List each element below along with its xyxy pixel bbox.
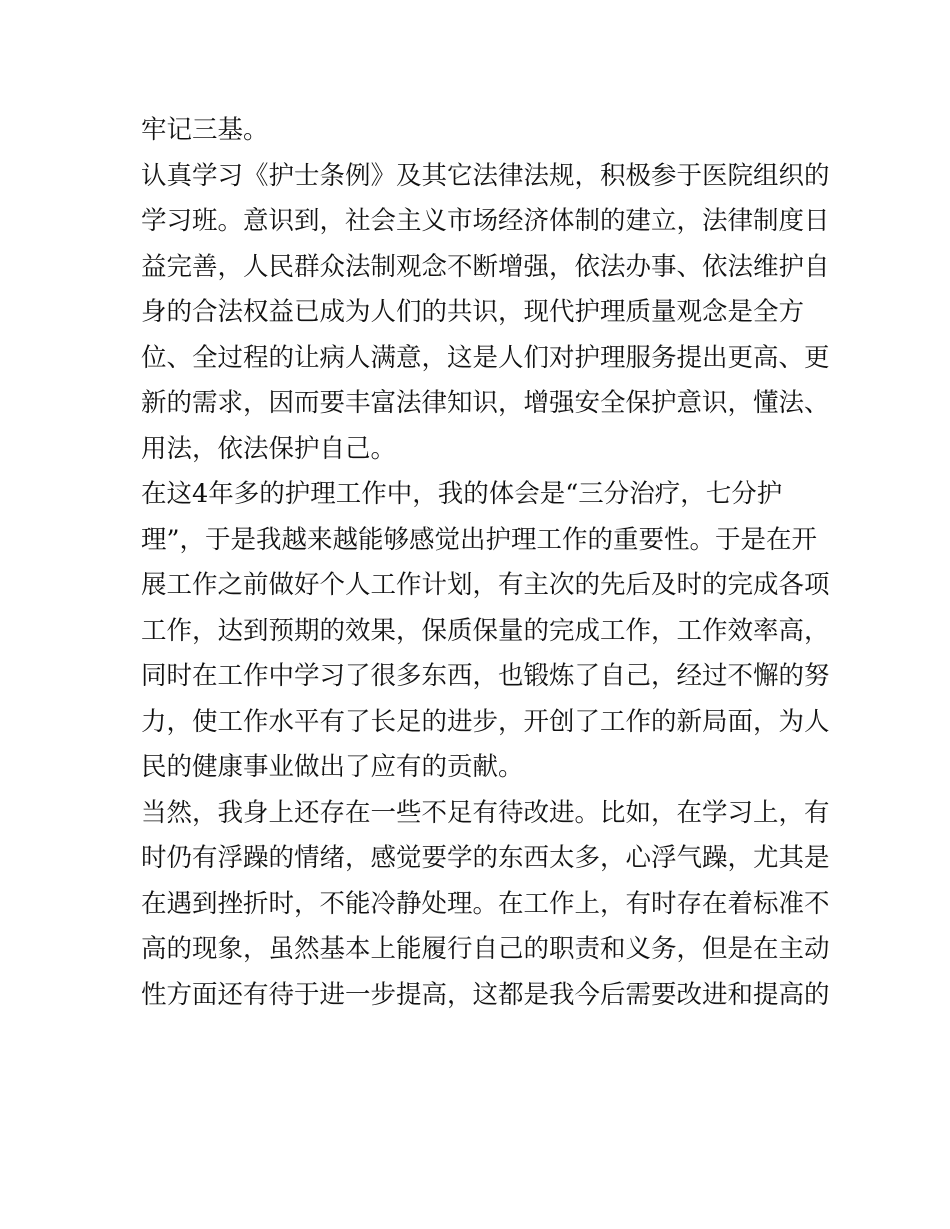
text-line: 身的合法权益已成为人们的共识，现代护理质量观念是全方	[141, 297, 805, 327]
text-line: 当然，我身上还存在一些不足有待改进。比如，在学习上，有	[141, 797, 830, 828]
paragraph-4	[141, 791, 830, 1019]
text-line: 用法，依法保护自己。	[141, 433, 397, 464]
text-line: 认真学习《护士条例》及其它法律法规，积极参于医院组织的	[141, 160, 830, 191]
text-line: 同时在工作中学习了很多东西，也锻炼了自己，经过不懈的努	[141, 661, 830, 691]
text-line: 高的现象，虽然基本上能履行自己的职责和义务，但是在主动	[141, 934, 830, 964]
text-line: 展工作之前做好个人工作计划，有主次的先后及时的完成各项	[141, 570, 830, 600]
text-line: 学习班。意识到，社会主义市场经济体制的建立，法律制度日	[141, 206, 830, 236]
paragraph-3	[141, 472, 830, 791]
text-line: 工作，达到预期的效果，保质保量的完成工作，工作效率高，	[141, 615, 830, 646]
text-line: 在遇到挫折时，不能冷静处理。在工作上，有时存在着标准不	[141, 888, 830, 919]
text-line: 力，使工作水平有了长足的进步，开创了工作的新局面，为人	[141, 706, 830, 737]
text-line: 在这4年多的护理工作中，我的体会是“三分治疗，七分护	[141, 479, 783, 509]
text-line: 理”，于是我越来越能够感觉出护理工作的重要性。于是在开	[141, 524, 818, 555]
text-line: 性方面还有待于进一步提高，这都是我今后需要改进和提高的	[141, 979, 830, 1010]
document-body	[141, 108, 830, 1018]
text-line: 牢记三基。	[141, 115, 269, 145]
text-line: 时仍有浮躁的情绪，感觉要学的东西太多，心浮气躁，尤其是	[141, 843, 830, 873]
text-line: 新的需求，因而要丰富法律知识，增强安全保护意识，懂法、	[141, 388, 830, 418]
text-line: 位、全过程的让病人满意，这是人们对护理服务提出更高、更	[141, 342, 830, 373]
text-line: 民的健康事业做出了应有的贡献。	[141, 752, 524, 782]
paragraph-2	[141, 154, 830, 473]
text-line: 益完善，人民群众法制观念不断增强，依法办事、依法维护自	[141, 251, 830, 282]
paragraph-1	[141, 108, 821, 154]
